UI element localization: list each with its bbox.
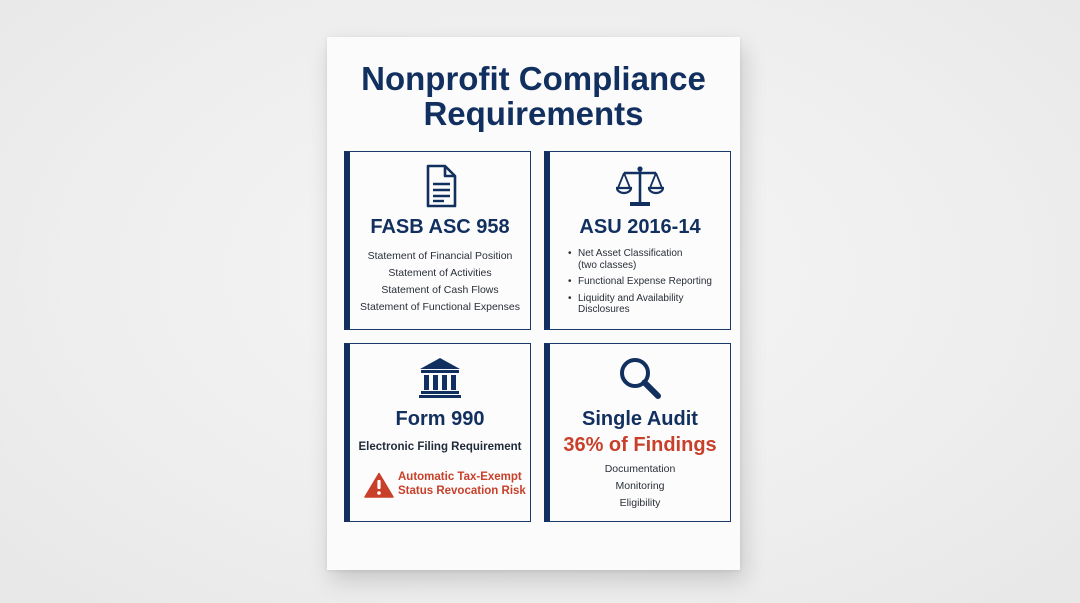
warning-text: Automatic Tax-Exempt Status Revocation Risk bbox=[398, 471, 526, 497]
list-item: • Net Asset Classification (two classes) bbox=[568, 248, 728, 271]
title-line-2: Requirements bbox=[423, 95, 644, 132]
electronic-filing-label: Electronic Filing Requirement bbox=[358, 441, 522, 453]
asu-bullet-list bbox=[568, 248, 728, 321]
list-item: • Functional Expense Reporting bbox=[568, 276, 728, 288]
list-item: Statement of Activities bbox=[388, 267, 492, 279]
bank-building-icon bbox=[418, 356, 462, 398]
list-item: Monitoring bbox=[615, 480, 665, 492]
list-item: Statement of Cash Flows bbox=[381, 284, 499, 296]
warning-icon bbox=[364, 472, 394, 498]
title-line-1: Nonprofit Compliance bbox=[361, 60, 706, 97]
single-audit-card bbox=[544, 343, 731, 522]
asu-card bbox=[544, 151, 731, 330]
form990-title: Form 990 bbox=[395, 408, 485, 430]
fasb-title: FASB ASC 958 bbox=[370, 216, 510, 238]
findings-stat: 36% of Findings bbox=[563, 434, 717, 456]
compliance-poster bbox=[327, 37, 740, 570]
single-audit-title: Single Audit bbox=[582, 408, 698, 430]
magnifier-icon bbox=[618, 356, 662, 400]
fasb-statement-list bbox=[350, 248, 530, 316]
scales-icon bbox=[616, 164, 664, 208]
list-item: Documentation bbox=[604, 463, 676, 475]
audit-area-list bbox=[550, 461, 730, 512]
form990-card bbox=[344, 343, 531, 522]
revocation-warning bbox=[360, 470, 530, 502]
list-item: • Liquidity and Availability Disclosures bbox=[568, 293, 728, 316]
document-icon bbox=[420, 164, 460, 208]
page-title bbox=[327, 61, 740, 131]
asu-title: ASU 2016-14 bbox=[579, 216, 701, 238]
list-item: Eligibility bbox=[619, 497, 661, 509]
fasb-card bbox=[344, 151, 531, 330]
list-item: Statement of Functional Expenses bbox=[360, 301, 520, 313]
list-item: Statement of Financial Position bbox=[367, 250, 513, 262]
